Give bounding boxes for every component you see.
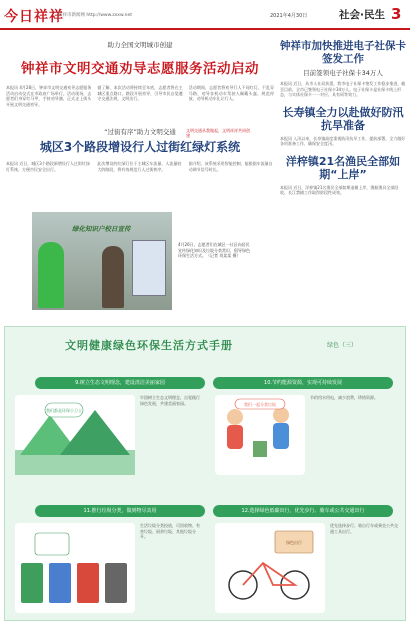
person-figure	[38, 242, 64, 308]
slogan-caption: 文明交通从我做起，文明祥祥共同创建	[186, 128, 250, 138]
handbook-item-10: 10.节约能源资源，实现可持续发展	[213, 377, 393, 389]
social-card-subhead: 目前签领电子社保卡34万人	[303, 69, 383, 77]
person-figure	[102, 246, 124, 308]
signpost-text: 绿色出行	[286, 540, 302, 545]
handbook-item-11: 11.推行垃圾分类，做到物尽其用	[35, 505, 205, 517]
item-11-text: 生活垃圾分类投放，可回收物、有害垃圾、厨余垃圾、其他垃圾分开。	[140, 523, 200, 539]
flood-body: 本报讯 入汛以来，长寿镇高度重视防汛抗旱工作，提前部署，全力做好各项准备工作，确保安全度汛。	[280, 135, 406, 146]
second-body-col: 本报讯 近日，城区3个路段新增设行人过街红绿灯系统，方便市民安全出行。	[6, 161, 90, 172]
issue-date: 2021年4月30日	[270, 13, 308, 19]
flood-headline: 长寿镇全力以赴做好防汛抗旱准备	[282, 105, 404, 132]
social-card-body: 本报讯 近日，从市人社局获悉，我市电子社保卡签发工作稳步推进，截至目前，全市已签领电子社保卡34万人。电子社保卡是社保卡线上形态，与实体社保卡一一对应、具有同等效力。	[280, 81, 406, 97]
second-body	[6, 161, 274, 211]
children-icon	[215, 395, 305, 475]
right-column	[280, 40, 406, 320]
bicycle-illustration	[215, 523, 325, 613]
bicycle-icon	[215, 523, 325, 613]
lead-body-col: 本报讯 4月28日，钟祥市文明交通劝导志愿服务活动启动仪式在市政府广场举行。活动现场，志愿者们身穿红马甲，手持劝导旗，正式走上街头开展文明交通劝导。	[6, 85, 92, 107]
kids-sorting-illustration	[215, 395, 305, 475]
second-kicker: “过街有序”助力文明交通	[104, 128, 176, 136]
second-headline: 城区3个路段增设行人过街红绿灯系统	[39, 140, 241, 154]
item-9-text: 牢固树立生态文明理念，自觉践行绿色发展，共建美丽家园。	[140, 395, 200, 406]
masthead-meta: 祥祥市新闻网 http://www.zxxw.net	[58, 13, 133, 18]
handbook-item-9: 9.树立生态文明理念，建设清洁美丽家园	[35, 377, 205, 389]
social-card-headline: 钟祥市加快推进电子社保卡签发工作	[280, 40, 406, 65]
lead-kicker: 助力全国文明城市创建	[107, 41, 173, 49]
section-name: 社会·民生	[339, 9, 385, 21]
lead-headline: 钟祥市文明交通劝导志愿服务活动启动	[21, 61, 259, 77]
second-body-col: 此次增设的红绿灯位于主城区车流量、人流量较大的路段，将有效规范行人过街秩序。	[97, 161, 182, 172]
trash-bin-icon	[15, 523, 135, 613]
lead-body-col: 活动期间，志愿者将劝导行人不闯红灯、不乱穿马路，劝导非机动车驾驶人佩戴头盔、规范停放，劝导机动车礼让行人。	[188, 85, 274, 101]
bubble-text: 我们一起分类垃圾	[244, 402, 276, 407]
fishermen-body: 本报讯 近日，洋梓镇21名渔民全部如期退捕上岸，渔船渔具全部回收，长江禁捕工作取得阶段性成效。	[280, 184, 399, 195]
newspaper-logo: 今日祥祥	[4, 9, 64, 25]
garbage-bins-illustration	[15, 523, 135, 613]
photo-banner-text: 绿化知识户校日宣传	[72, 225, 131, 233]
landscape-illustration	[15, 395, 135, 475]
second-body-col: 据介绍，该系统采用智能控制，能根据车流量自动调节信号时长。	[188, 161, 273, 172]
handbook-item-12: 12.选择绿色低碳出行，优先步行、骑车或公共交通出行	[213, 505, 393, 517]
display-board	[132, 240, 166, 296]
page-number: 3	[391, 5, 402, 23]
masthead	[0, 0, 410, 30]
item-10-text: 节约用水用电，减少浪费，珍惜资源。	[310, 395, 378, 400]
lead-body	[6, 85, 274, 125]
handbook-section	[4, 326, 406, 621]
bubble-text: 我们都是环保小卫士	[46, 408, 82, 413]
photo-caption: 4月26日，志愿者们在城区一社区向居民宣传绿化知识及垃圾分类常识，倡导绿色环保生活方式。（记者 刘某某 摄）	[178, 242, 250, 258]
handbook-tag: 绿色（三）	[327, 342, 358, 349]
handbook-title: 文明健康绿色环保生活方式手册	[65, 339, 233, 352]
mountain-illustration-icon	[15, 395, 135, 475]
news-photo	[32, 212, 172, 310]
lead-body-col: 据了解，本次活动将持续至年底，志愿者将在主城区重点路口、路段开展劝导，引导市民自觉遵守交通法规，文明出行。	[97, 85, 183, 101]
item-12-text: 优先选择步行、骑自行车或乘坐公共交通工具出行。	[330, 523, 398, 534]
fishermen-headline: 洋梓镇21名渔民全部如期“上岸”	[285, 154, 401, 181]
